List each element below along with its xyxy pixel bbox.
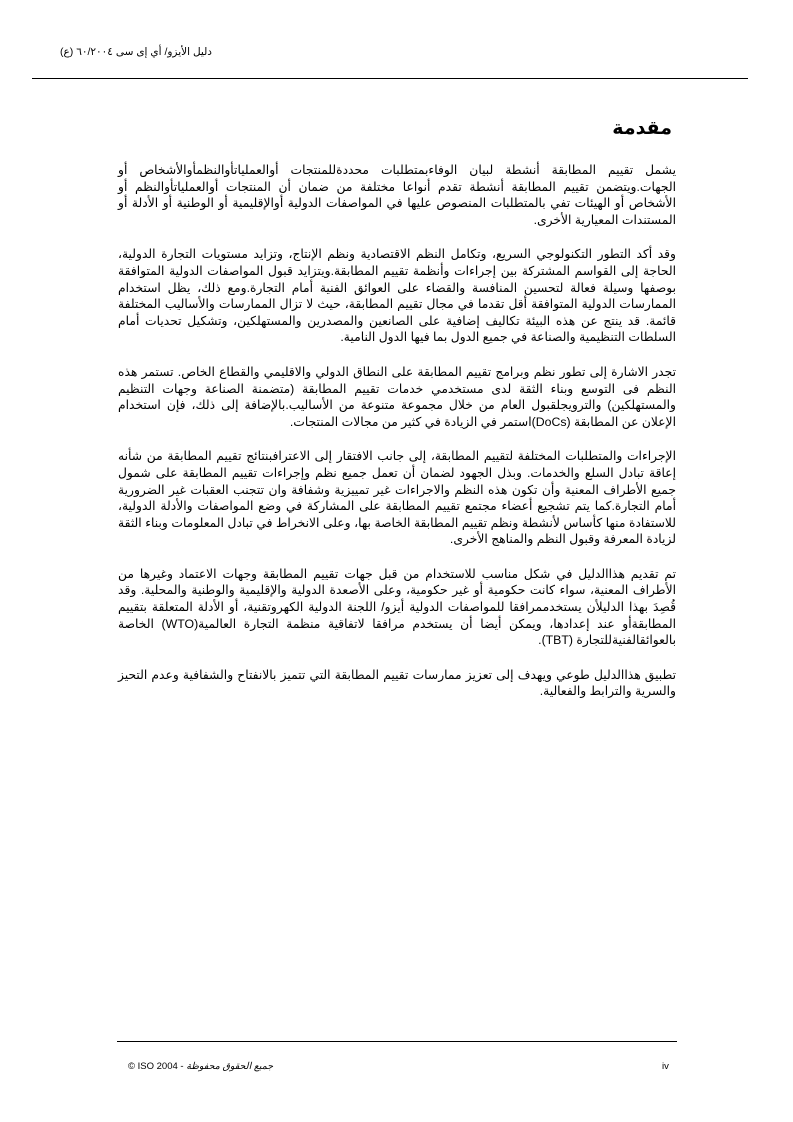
document-body <box>118 162 676 718</box>
copyright-notice: © ISO 2004 - <box>128 1061 187 1072</box>
paragraph: وقد أكد التطور التكنولوجي السريع، وتكامل النظم الاقتصادية ونظم الإنتاج، وتزايد مستويات التجارة الدولية، الحاجة إلى القواسم المشتركة بين إجراءات وأنظمة تقييم المطابقة.ويتزايد قبول المواصفات الدولية المتوافقة بوصفها وسيلة فعالة لتحسين المنافسة والقضاء على العوائق الفنية أمام التجارة.ومع ذلك، يظل استخدام الممارسات الدولية المتوافقة أقل تقدما في مجال تقييم المطابقة، حيث لا تزال الممارسات والأساليب المختلفة قائمة. قد ينتج عن هذه البيئة تكاليف إضافية على الصانعين والمصدرين والمستهلكين، وتشكيل تحديات أمام السلطات التنظيمية والصناعة في جميع الدول بما فيها الدول النامية. <box>118 247 676 345</box>
page-number: iv <box>662 1061 669 1072</box>
footer-divider <box>117 1041 677 1042</box>
header-divider <box>32 78 748 79</box>
paragraph: تطبيق هذاالدليل طوعي ويهدف إلى تعزيز ممارسات تقييم المطابقة التي تتميز بالانفتاح والشفافية وعدم التحيز والسرية والترابط والفعالية. <box>118 667 676 699</box>
paragraph: يشمل تقييم المطابقة أنشطة لبيان الوفاءبمتطلبات محددةللمنتجات أوالعملياتأوالنظمأوالأشخاص أو الجهات.ويتضمن تقييم المطابقة أنشطة تقدم أنواعا مختلفة من ضمان أن المنتجات أوالعملياتأوالنظم أو الأشخاص أو الهيئات تفي بالمتطلبات المنصوص عليها في المواصفات الدولية أوالإقليمية أو الوطنية أو الأدلة أو المستندات المعيارية الأخرى. <box>118 163 676 227</box>
footer-copyright <box>128 1061 273 1072</box>
paragraph: تم تقديم هذاالدليل في شكل مناسب للاستخدام من قبل جهات تقييم المطابقة وجهات الاعتماد وغيرها من الأطراف المعنية، سواء كانت حكومية أو غير حكومية، وعلى الأصعدة الدولية والإقليمية والوطنية والمحلية. وقد قُصِدَ بهذا الدليلأن يستخدممرافقا للمواصفات الدولية أيزو/ اللجنة الدولية الكهروتقنية، أو الأدلة المتعلقة بتقييم المطابقةأو عند إعدادها، ويمكن أيضا أن يستخدم مرافقا لاتفاقية منظمة التجارة العالمية(WTO) الخاصة بالعوائقالفنيةللتجارة (TBT). <box>118 566 676 648</box>
paragraph: تجدر الاشارة إلى تطور نظم وبرامج تقييم المطابقة على النطاق الدولي والاقليمي والقطاع الخاص. تستمر هذه النظم فى التوسع وبناء الثقة لدى مستخدمي خدمات تقييم المطابقة (متضمنة الصناعة وجهات التنظيم والمستهلكين) والترويجلقبول العام من خلال مجموعة متنوعة من الأساليب.بالإضافة إلى ذلك، فإن استخدام الإعلان عن المطابقة (DoCs)استمر في الزيادة في كثير من مجالات المنتجات. <box>118 364 676 429</box>
page-title: مقدمة <box>612 118 672 139</box>
rights-reserved: جميع الحقوق محفوظة <box>186 1061 274 1072</box>
header-document-reference: دليل الأيزو/ أي إى سى ٦٠/٢٠٠٤ (ع) <box>60 46 212 58</box>
paragraph: الإجراءات والمتطلبات المختلفة لتقييم المطابقة، إلى جانب الافتقار إلى الاعترافبنتائج تقييم المطابقة من شأنه إعاقة تبادل السلع والخدمات. وبذل الجهود لضمان أن تعمل جميع نظم وإجراءات تقييم المطابقة على شمول جميع الأطراف المعنية وأن تكون هذه النظم والاجراءات غير تمييزية وشفافة وان تتجنب العقبات غير الضرورية أمام التجارة.كما يتم تشجيع أعضاء مجتمع تقييم المطابقة على المشاركة في وضع المواصفات والأدلة الدولية، للاستفادة منها كأساس لأنشطة ونظم تقييم المطابقة الخاصة بها، وعلى الانخراط في تبادل المعلومات وبناء الثقة لزيادة المعرفة وقبول النظم والمناهج الأخرى. <box>118 449 676 547</box>
